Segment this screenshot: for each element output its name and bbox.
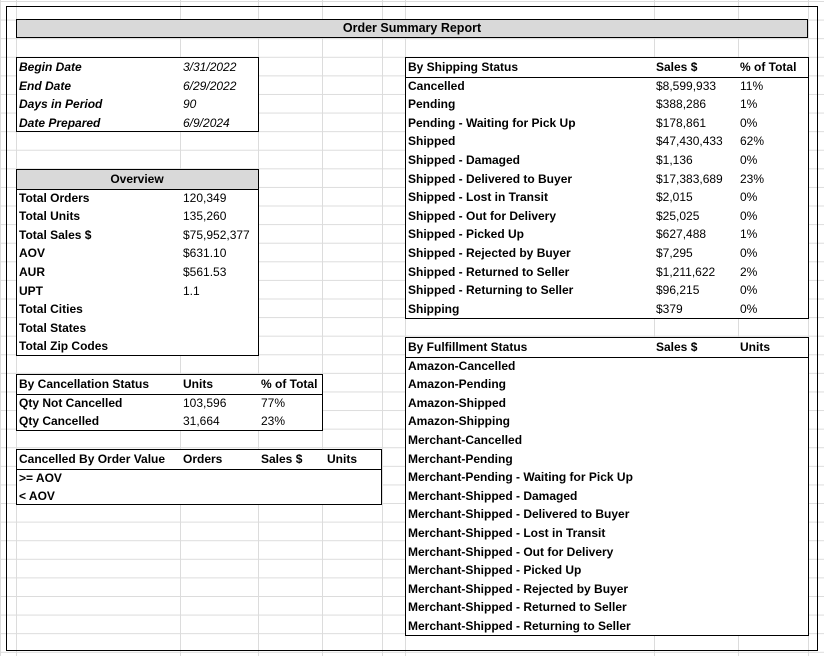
fulfillment-label[interactable]: Merchant-Shipped - Returning to Seller — [408, 619, 631, 633]
order-value-label[interactable]: < AOV — [19, 489, 55, 504]
fulfillment-row — [406, 431, 808, 450]
overview-label[interactable]: Total Sales $ — [19, 227, 92, 242]
cancellation-header — [17, 375, 322, 395]
shipping-pct[interactable]: 23% — [740, 171, 765, 186]
overview-block — [16, 169, 259, 356]
shipping-pct[interactable]: 62% — [740, 134, 765, 149]
shipping-label[interactable]: Shipping — [408, 301, 460, 316]
fulfillment-label[interactable]: Merchant-Pending - Waiting for Pick Up — [408, 470, 633, 485]
fulfillment-row — [406, 580, 808, 599]
fulfillment-row — [406, 468, 808, 487]
cancellation-pct[interactable]: 23% — [261, 414, 286, 429]
fulfillment-row — [406, 505, 808, 524]
overview-row — [17, 189, 258, 208]
overview-header — [17, 170, 258, 190]
fulfillment-row — [406, 561, 808, 580]
shipping-sales[interactable]: $1,136 — [656, 153, 693, 167]
fulfillment-row — [406, 357, 808, 376]
fulfillment-status-block — [405, 337, 809, 636]
shipping-row — [406, 170, 808, 189]
fulfillment-label[interactable]: Merchant-Shipped - Picked Up — [408, 563, 582, 578]
cancelled-by-order-value-block — [16, 449, 382, 505]
shipping-label[interactable]: Shipped - Returning to Seller — [408, 283, 574, 298]
shipping-label[interactable]: Pending — [408, 97, 456, 112]
order-value-label[interactable]: >= AOV — [19, 470, 62, 485]
cancellation-label[interactable]: Qty Not Cancelled — [19, 395, 123, 410]
cancellation-units[interactable]: 31,664 — [183, 414, 220, 429]
shipping-sales[interactable]: $627,488 — [656, 227, 707, 242]
shipping-pct[interactable]: 1% — [740, 227, 758, 242]
fulfillment-row — [406, 450, 808, 469]
report-title[interactable]: Order Summary Report — [16, 19, 808, 38]
shipping-label[interactable]: Shipped - Damaged — [408, 153, 521, 167]
shipping-row — [406, 225, 808, 244]
overview-row — [17, 207, 258, 226]
shipping-row — [406, 114, 808, 133]
fulfillment-label[interactable]: Amazon-Pending — [408, 377, 506, 392]
cancellation-units[interactable]: 103,596 — [183, 395, 227, 410]
date-value[interactable]: 3/31/2022 — [183, 60, 237, 74]
date-row — [17, 77, 258, 96]
fulfillment-label[interactable]: Amazon-Cancelled — [408, 358, 516, 373]
fulfillment-label[interactable]: Amazon-Shipped — [408, 395, 506, 410]
order-value-header — [17, 450, 381, 470]
shipping-row — [406, 77, 808, 96]
shipping-label[interactable]: Shipped - Returned to Seller — [408, 264, 570, 279]
shipping-sales[interactable]: $25,025 — [656, 208, 700, 223]
fulfillment-label[interactable]: Merchant-Shipped - Returned to Seller — [408, 600, 627, 615]
overview-value[interactable]: $561.53 — [183, 265, 227, 279]
shipping-row — [406, 263, 808, 282]
shipping-row — [406, 95, 808, 114]
fulfillment-row — [406, 617, 808, 636]
overview-label[interactable]: Total States — [19, 320, 87, 335]
overview-row — [17, 263, 258, 282]
overview-label[interactable]: UPT — [19, 283, 43, 298]
overview-value[interactable]: 135,260 — [183, 209, 227, 224]
header-cell[interactable]: % of Total — [261, 377, 318, 391]
fulfillment-row — [406, 412, 808, 431]
shipping-pct[interactable]: 0% — [740, 208, 758, 223]
overview-label[interactable]: Total Units — [19, 209, 81, 224]
overview-row — [17, 319, 258, 338]
shipping-pct[interactable]: 0% — [740, 246, 758, 260]
shipping-sales[interactable]: $388,286 — [656, 97, 707, 112]
overview-label[interactable]: Total Orders — [19, 190, 90, 205]
shipping-pct[interactable]: 0% — [740, 115, 758, 130]
cancellation-status-block — [16, 374, 323, 431]
overview-row — [17, 337, 258, 356]
shipping-sales[interactable]: $379 — [656, 301, 683, 316]
fulfillment-row — [406, 487, 808, 506]
fulfillment-header — [406, 338, 808, 358]
overview-value[interactable]: 1.1 — [183, 283, 200, 298]
shipping-status-block — [405, 57, 809, 319]
cancellation-pct[interactable]: 77% — [261, 395, 286, 410]
date-value[interactable]: 6/9/2024 — [183, 115, 230, 130]
date-value[interactable]: 6/29/2022 — [183, 78, 237, 93]
header-cell[interactable]: Sales $ — [656, 340, 698, 354]
header-cell[interactable]: % of Total — [740, 60, 797, 74]
fulfillment-row — [406, 524, 808, 543]
shipping-row — [406, 300, 808, 319]
date-row — [17, 95, 258, 114]
shipping-sales[interactable]: $47,430,433 — [656, 134, 723, 149]
cancellation-row — [17, 412, 322, 431]
header-cell[interactable]: Units — [183, 377, 213, 391]
fulfillment-label[interactable]: Amazon-Shipping — [408, 414, 510, 429]
shipping-label[interactable]: Shipped — [408, 134, 456, 149]
shipping-label[interactable]: Shipped - Picked Up — [408, 227, 525, 242]
shipping-label[interactable]: Shipped - Lost in Transit — [408, 190, 549, 205]
fulfillment-label[interactable]: Merchant-Shipped - Delivered to Buyer — [408, 507, 630, 522]
header-cell[interactable]: By Fulfillment Status — [408, 340, 528, 354]
date-row — [17, 58, 258, 77]
overview-row — [17, 226, 258, 245]
shipping-sales[interactable]: $96,215 — [656, 283, 700, 298]
shipping-sales[interactable]: $1,211,622 — [656, 264, 716, 279]
header-cell[interactable]: Orders — [183, 452, 223, 466]
overview-label[interactable]: Total Zip Codes — [19, 339, 109, 354]
fulfillment-row — [406, 598, 808, 617]
fulfillment-label[interactable]: Merchant-Shipped - Lost in Transit — [408, 526, 606, 540]
overview-value[interactable]: $631.10 — [183, 246, 227, 261]
fulfillment-row — [406, 543, 808, 562]
overview-label[interactable]: AOV — [19, 246, 46, 261]
shipping-pct[interactable]: 0% — [740, 153, 758, 167]
header-cell[interactable]: By Shipping Status — [408, 60, 519, 74]
date-label[interactable]: End Date — [19, 78, 72, 93]
cancellation-label[interactable]: Qty Cancelled — [19, 414, 100, 429]
header-cell[interactable]: Sales $ — [656, 60, 698, 74]
fulfillment-label[interactable]: Merchant-Cancelled — [408, 433, 523, 447]
overview-value[interactable]: $75,952,377 — [183, 227, 250, 242]
fulfillment-label[interactable]: Merchant-Shipped - Rejected by Buyer — [408, 581, 629, 596]
overview-value[interactable]: 120,349 — [183, 190, 227, 205]
shipping-row — [406, 281, 808, 300]
fulfillment-row — [406, 394, 808, 413]
shipping-label[interactable]: Pending - Waiting for Pick Up — [408, 115, 576, 130]
shipping-label[interactable]: Cancelled — [408, 78, 465, 93]
header-cell[interactable]: By Cancellation Status — [19, 377, 150, 391]
shipping-pct[interactable]: 0% — [740, 301, 758, 316]
shipping-sales[interactable]: $17,383,689 — [656, 171, 723, 186]
date-label[interactable]: Begin Date — [19, 60, 82, 74]
dates-block — [16, 57, 259, 132]
overview-row — [17, 282, 258, 301]
shipping-pct[interactable]: 2% — [740, 264, 758, 279]
header-cell[interactable]: Sales $ — [261, 452, 303, 466]
overview-row — [17, 300, 258, 319]
header-cell[interactable]: Units — [740, 340, 770, 354]
date-row — [17, 114, 258, 133]
overview-label[interactable]: Total Cities — [19, 302, 83, 317]
shipping-pct[interactable]: 1% — [740, 97, 758, 112]
shipping-pct[interactable]: 0% — [740, 190, 758, 205]
date-value[interactable]: 90 — [183, 97, 197, 112]
overview-label[interactable]: AUR — [19, 265, 45, 279]
shipping-label[interactable]: Shipped - Out for Delivery — [408, 208, 557, 223]
shipping-header — [406, 58, 808, 78]
date-label[interactable]: Days in Period — [19, 97, 103, 112]
header-cell[interactable]: Units — [327, 452, 357, 466]
shipping-pct[interactable]: 0% — [740, 283, 758, 298]
shipping-sales[interactable]: $8,599,933 — [656, 78, 717, 93]
shipping-sales[interactable]: $7,295 — [656, 246, 693, 260]
shipping-row — [406, 132, 808, 151]
fulfillment-label[interactable]: Merchant-Shipped - Out for Delivery — [408, 544, 614, 559]
fulfillment-label[interactable]: Merchant-Shipped - Damaged — [408, 488, 578, 503]
shipping-sales[interactable]: $2,015 — [656, 190, 693, 205]
shipping-sales[interactable]: $178,861 — [656, 115, 707, 130]
shipping-row — [406, 207, 808, 226]
shipping-row — [406, 151, 808, 170]
cancellation-row — [17, 394, 322, 413]
shipping-pct[interactable]: 11% — [740, 78, 764, 93]
header-cell[interactable]: Cancelled By Order Value — [19, 452, 166, 466]
fulfillment-row — [406, 375, 808, 394]
date-label[interactable]: Date Prepared — [19, 115, 101, 130]
overview-row — [17, 244, 258, 263]
order-value-row — [17, 469, 381, 488]
shipping-row — [406, 244, 808, 263]
overview-title[interactable]: Overview — [110, 172, 164, 186]
order-value-row — [17, 487, 381, 506]
shipping-label[interactable]: Shipped - Rejected by Buyer — [408, 246, 571, 260]
shipping-label[interactable]: Shipped - Delivered to Buyer — [408, 171, 573, 186]
fulfillment-label[interactable]: Merchant-Pending — [408, 451, 513, 466]
shipping-row — [406, 188, 808, 207]
